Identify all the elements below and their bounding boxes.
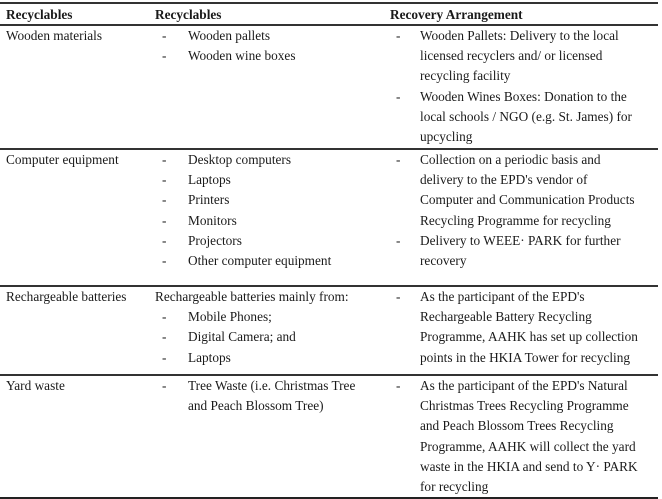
recovery-arrangement-cell xyxy=(390,150,658,271)
item-text: Monitors xyxy=(188,212,237,228)
recovery-arrangement-cell xyxy=(390,26,658,147)
list-item xyxy=(155,170,385,190)
item-text: Digital Camera; and xyxy=(188,329,296,345)
arrangement-text-line: As the participant of the EPD's Natural xyxy=(420,378,628,393)
recyclable-items-cell xyxy=(155,287,385,368)
dash-bullet-icon: - xyxy=(162,48,167,64)
item-text: Desktop computers xyxy=(188,152,292,167)
recyclable-items-cell xyxy=(155,26,385,66)
item-text: Wooden pallets xyxy=(188,28,271,43)
arrangement-text-line: Delivery to WEEE· PARK for further xyxy=(420,232,621,248)
arrangement-text-line: recycling facility xyxy=(420,68,511,84)
arrangement-text-line: Computer and Communication Products xyxy=(420,192,635,208)
dash-bullet-icon: - xyxy=(162,232,167,248)
recovery-arrangement-cell xyxy=(390,287,658,368)
item-text: Printers xyxy=(188,192,230,208)
dash-bullet-icon: - xyxy=(396,88,401,104)
list-item xyxy=(155,190,385,210)
category-cell: Rechargeable batteries xyxy=(6,289,127,304)
category-cell: Computer equipment xyxy=(6,152,119,167)
list-item xyxy=(155,376,385,416)
arrangement-text-line: Christmas Trees Recycling Programme xyxy=(420,398,629,414)
item-text: Other computer equipment xyxy=(188,253,332,269)
arrangement-item xyxy=(390,376,658,497)
arrangement-text-line: Wooden Pallets: Delivery to the local xyxy=(420,28,619,43)
list-item xyxy=(155,46,385,66)
item-text: and Peach Blossom Tree) xyxy=(188,398,324,414)
arrangement-text-line: Collection on a periodic basis and xyxy=(420,152,601,167)
table-row xyxy=(0,148,658,285)
arrangement-text-line: recovery xyxy=(420,253,467,269)
table-header-row xyxy=(0,4,658,26)
arrangement-text-line: upcycling xyxy=(420,129,473,145)
dash-bullet-icon: - xyxy=(396,289,401,304)
arrangement-text-line: Programme, AAHK has set up collection xyxy=(420,329,638,345)
dash-bullet-icon: - xyxy=(396,232,401,248)
arrangement-item xyxy=(390,87,658,148)
list-item xyxy=(155,231,385,251)
items-intro-text: Rechargeable batteries mainly from: xyxy=(155,289,349,304)
dash-bullet-icon: - xyxy=(162,212,167,228)
table-row xyxy=(0,26,658,148)
list-item xyxy=(155,327,385,347)
list-item xyxy=(155,307,385,327)
arrangement-text-line: Recycling Programme for recycling xyxy=(420,212,611,228)
dash-bullet-icon: - xyxy=(396,378,401,393)
arrangement-item xyxy=(390,287,658,368)
category-cell: Yard waste xyxy=(6,378,65,393)
arrangement-text-line: licensed recyclers and/ or licensed xyxy=(420,48,603,64)
dash-bullet-icon: - xyxy=(162,28,167,43)
arrangement-text-line: points in the HKIA Tower for recycling xyxy=(420,349,631,365)
arrangement-text-line: Programme, AAHK will collect the yard xyxy=(420,438,636,454)
list-item xyxy=(155,26,385,46)
dash-bullet-icon: - xyxy=(162,309,167,325)
recyclables-table xyxy=(0,2,658,499)
arrangement-item xyxy=(390,26,658,87)
arrangement-text-line: Rechargeable Battery Recycling xyxy=(420,309,592,325)
item-text: Wooden wine boxes xyxy=(188,48,296,64)
list-item xyxy=(155,251,385,271)
item-text: Mobile Phones; xyxy=(188,309,272,325)
table-row xyxy=(0,374,658,497)
recovery-arrangement-cell xyxy=(390,376,658,497)
dash-bullet-icon: - xyxy=(162,253,167,269)
arrangement-item xyxy=(390,231,658,271)
dash-bullet-icon: - xyxy=(396,28,401,43)
table-body xyxy=(0,26,658,497)
item-text: Laptops xyxy=(188,172,231,188)
header-recovery-arrangement: Recovery Arrangement xyxy=(390,7,523,22)
dash-bullet-icon: - xyxy=(162,349,167,365)
arrangement-text-line: local schools / NGO (e.g. St. James) for xyxy=(420,108,632,124)
header-recyclables-items: Recyclables xyxy=(155,7,222,22)
arrangement-text-line: waste in the HKIA and send to Y· PARK xyxy=(420,458,638,474)
list-item xyxy=(155,150,385,170)
dash-bullet-icon: - xyxy=(162,329,167,345)
arrangement-text-line: for recycling xyxy=(420,479,489,495)
arrangement-text-line: Wooden Wines Boxes: Donation to the xyxy=(420,88,627,104)
arrangement-text-line: delivery to the EPD's vendor of xyxy=(420,172,588,188)
recyclable-items-cell xyxy=(155,150,385,271)
dash-bullet-icon: - xyxy=(162,378,167,393)
dash-bullet-icon: - xyxy=(162,172,167,188)
recyclable-items-cell xyxy=(155,376,385,416)
header-recyclables-category: Recyclables xyxy=(6,7,73,22)
list-item xyxy=(155,348,385,368)
dash-bullet-icon: - xyxy=(396,152,401,167)
arrangement-item xyxy=(390,150,658,231)
item-text: Projectors xyxy=(188,232,242,248)
dash-bullet-icon: - xyxy=(162,192,167,208)
table-row xyxy=(0,285,658,374)
item-text: Tree Waste (i.e. Christmas Tree xyxy=(188,378,356,393)
dash-bullet-icon: - xyxy=(162,152,167,167)
arrangement-text-line: As the participant of the EPD's xyxy=(420,289,585,304)
item-text: Laptops xyxy=(188,349,231,365)
list-item xyxy=(155,211,385,231)
category-cell: Wooden materials xyxy=(6,28,103,43)
arrangement-text-line: and Peach Blossom Trees Recycling xyxy=(420,418,614,434)
